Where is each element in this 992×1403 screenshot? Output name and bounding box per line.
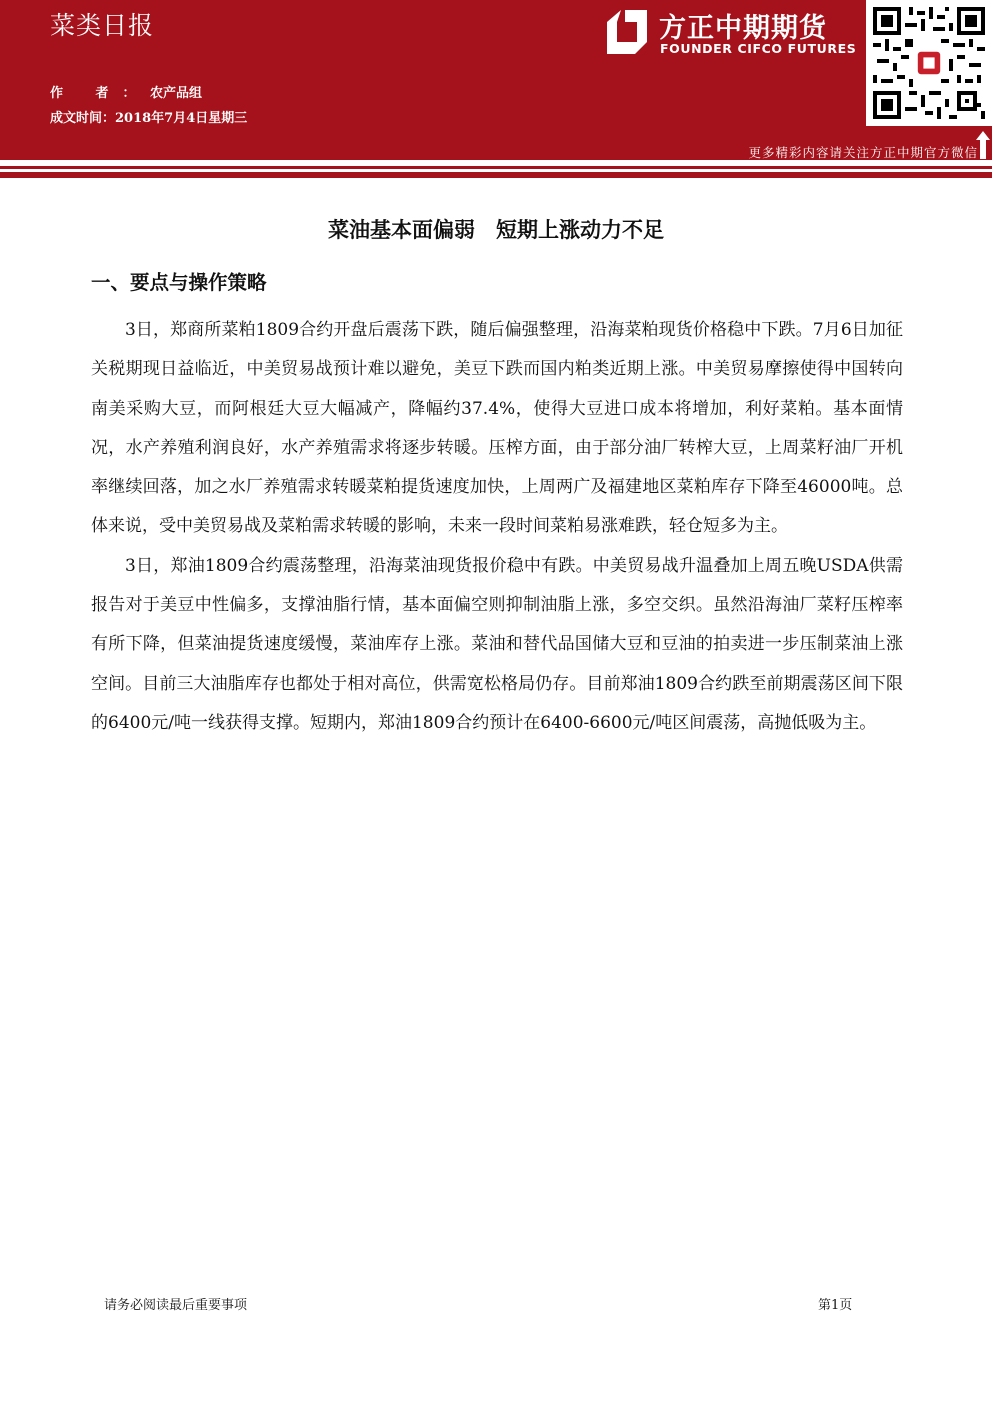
- author-label: 作 者：: [50, 86, 150, 101]
- company-logo: [603, 8, 858, 60]
- paragraph-rapeseed-oil: 3日，郑油1809合约震荡整理，沿海菜油现货报价稳中有跌。中美贸易战升温叠加上周五晚USDA供需报告对于美豆中性偏多，支撑油脂行情，基本面偏空则抑制油脂上涨，多空交织。虽然沿海油厂菜籽压榨率有所下降，但菜油提货速度缓慢，菜油库存上涨。菜油和替代品国储大豆和豆油的拍卖进一步压制菜油上涨空间。目前三大油脂库存也都处于相对高位，供需宽松格局仍存。目前郑油1809合约跌至前期震荡区间下限的6400元/吨一线获得支撑。短期内，郑油1809合约预计在6400-6600元/吨区间震荡，高抛低吸为主。: [91, 555, 903, 733]
- paragraph-rapeseed-meal: 3日，郑商所菜粕1809合约开盘后震荡下跌，随后偏强整理，沿海菜粕现货价格稳中下跌。7月6日加征关税期现日益临近，中美贸易战预计难以避免，美豆下跌而国内粕类近期上涨。中美贸易摩擦使得中国转向南美采购大豆，而阿根廷大豆大幅减产，降幅约37.4%，使得大豆进口成本将增加，利好菜粕。基本面情况，水产养殖利润良好，水产养殖需求将逐步转暖。压榨方面，由于部分油厂转榨大豆，上周菜籽油厂开机率继续回落，加之水厂养殖需求转暖菜粕提货速度加快，上周两广及福建地区菜粕库存下降至46000吨。总体来说，受中美贸易战及菜粕需求转暖的影响，未来一段时间菜粕易涨难跌，轻仓短多为主。: [91, 320, 903, 537]
- header-divider-thin: [0, 166, 992, 169]
- logo-mark-icon: [603, 8, 651, 56]
- qr-code-icon: [873, 7, 985, 119]
- page-number: 第1页: [818, 1298, 853, 1313]
- footer-notice: 请务必阅读最后重要事项: [104, 1298, 248, 1313]
- author-value: 农产品组: [150, 86, 203, 101]
- article-title: 菜油基本面偏弱 短期上涨动力不足: [328, 218, 664, 242]
- arrow-up-icon: [976, 131, 990, 159]
- date-line: 成文时间：2018年7月4日星期三: [50, 111, 248, 126]
- report-type-title: 菜类日报: [50, 11, 155, 40]
- author-line: [50, 82, 202, 101]
- section-heading: 一、要点与操作策略: [91, 271, 267, 294]
- header-divider-thick: [0, 172, 992, 178]
- article-body: [91, 311, 903, 743]
- wechat-follow-text: 更多精彩内容请关注方正中期官方微信: [748, 145, 978, 160]
- report-header: [0, 0, 992, 160]
- logo-chinese-name: 方正中期期货: [659, 13, 827, 44]
- wechat-qr-code: [866, 0, 992, 126]
- logo-english-name: FOUNDER CIFCO FUTURES: [660, 41, 857, 56]
